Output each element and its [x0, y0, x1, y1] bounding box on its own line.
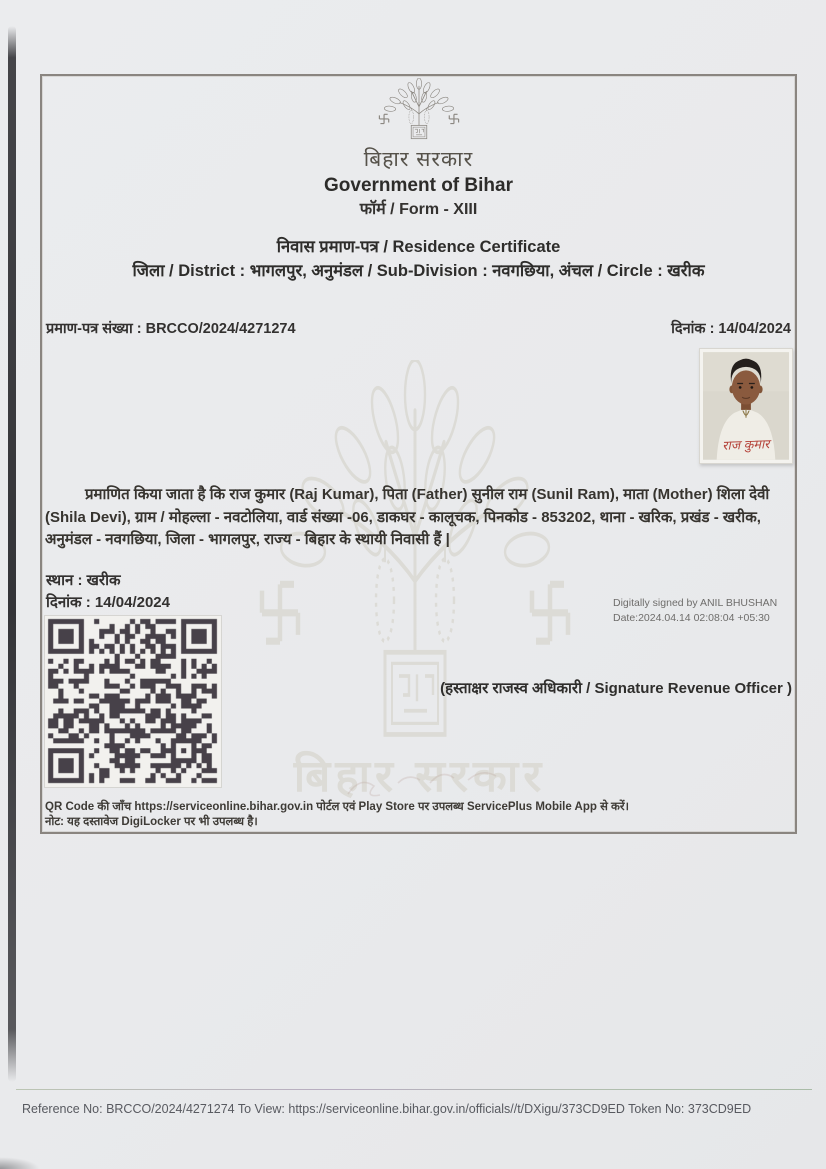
digilocker-note: नोट: यह दस्तावेज DigiLocker पर भी उपलब्ध है। — [45, 816, 258, 828]
photo-caption-handwriting: राज कुमार — [722, 437, 770, 453]
district-subdivision-circle-line: जिला / District : भागलपुर, अनुमंडल / Sub-Division : नवगछिया, अंचल / Circle : खरीक — [132, 262, 705, 280]
issue-date-bottom: दिनांक : 14/04/2024 — [46, 594, 170, 611]
applicant-portrait — [703, 352, 789, 460]
digital-signature-date: Date:2024.04.14 02:08:04 +05:30 — [613, 612, 770, 624]
revenue-officer-signature-label: (हस्ताक्षर राजस्व अधिकारी / Signature Revenue Officer ) — [440, 680, 792, 697]
digital-signature-block — [613, 596, 777, 626]
certificate-header — [42, 78, 795, 282]
applicant-photo — [699, 348, 793, 464]
form-number-line: फॉर्म / Form - XIII — [359, 201, 478, 218]
certificate-body-text: प्रमाणित किया जाता है कि राज कुमार (Raj Kumar), पिता (Father) सुनील राम (Sunil Ram), माता (Mother) शिला देवी (Shila Devi), ग्राम / मोहल्ला - नवटोलिया, वार्ड संख्या -06, डाकघर - कालूचक, पिनकोड - 853202, थाना - खरिक, प्रखंड - खरीक, अनुमंडल - नवगछिया, जिला - भागलपुर, राज्य - बिहार के स्थायी निवासी हैं | — [45, 486, 770, 548]
issue-date-top: दिनांक : 14/04/2024 — [671, 321, 791, 337]
org-name-hindi: बिहार सरकार — [363, 148, 474, 171]
reference-number-line: Reference No: BRCCO/2024/4271274 To View: https://serviceonline.bihar.gov.in/officials//t/DXigu/373CD9ED Token No: 373CD9ED — [22, 1102, 752, 1116]
verification-qr-code — [45, 616, 221, 787]
qr-code-canvas — [45, 616, 221, 787]
place-line: स्थान : खरीक — [46, 572, 121, 589]
certificate-meta-row — [46, 318, 791, 338]
org-name-english: Government of Bihar — [324, 175, 513, 196]
bihar-government-emblem-icon — [375, 78, 463, 142]
certificate-title: निवास प्रमाण-पत्र / Residence Certificate — [276, 238, 561, 256]
qr-verification-note: QR Code की जाँच https://serviceonline.bihar.gov.in पोर्टल एवं Play Store पर उपलब्ध ServicePlus Mobile App से करें। — [45, 801, 629, 813]
certificate-number: प्रमाण-पत्र संख्या : BRCCO/2024/4271274 — [46, 321, 296, 337]
watermark-text: बिहार सरकार — [293, 752, 547, 801]
digital-signature-signer: Digitally signed by ANIL BHUSHAN — [613, 597, 778, 609]
footer-notes — [45, 800, 629, 830]
bottom-separator-line — [16, 1089, 812, 1090]
